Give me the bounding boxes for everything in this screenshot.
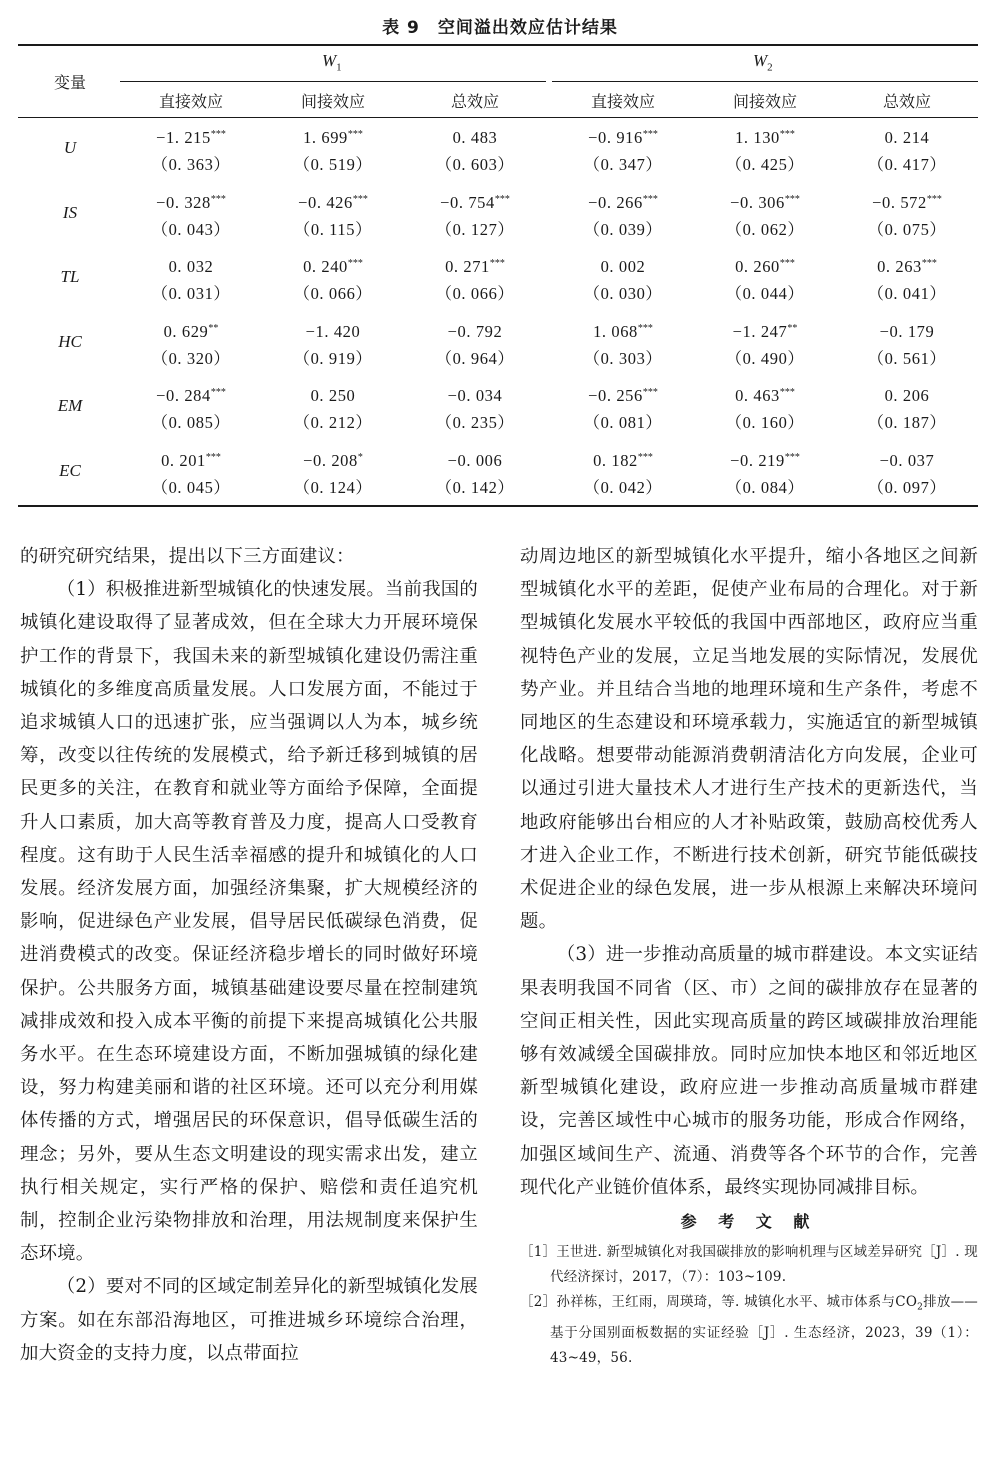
coefficient-cell [404, 193, 546, 213]
standard-error-cell: （0. 417） [867, 155, 947, 174]
left-text-column [20, 540, 478, 1370]
coefficient-cell [262, 257, 404, 277]
coefficient-value: 0. 182 [593, 450, 638, 470]
standard-error-cell: （0. 919） [293, 348, 373, 368]
significance-stars: ** [787, 322, 798, 334]
standard-error-cell: （0. 062） [725, 219, 805, 239]
significance-stars: *** [489, 258, 505, 269]
coefficient-value: −1. 247 [732, 321, 788, 341]
standard-error-cell: （0. 212） [293, 413, 373, 432]
coefficient-cell [836, 193, 978, 213]
standard-error-cell: （0. 043） [151, 219, 231, 239]
paragraph: 动周边地区的新型城镇化水平提升，缩小各地区之间新型城镇化水平的差距，促使产业布局的合理化。对于新型城镇化发展水平较低的我国中西部地区，政府应当重视特色产业的发展，立足当地发展的实际情况，发展优势产业。并且结合当地的地理环境和生产条件，考虑不同地区的生态建设和环境承载力，实施适宜的新型城镇化战略。想要带动能源消费朝清洁化方向发展，企业可以通过引进大量技术人才进行生产技术的更新迭代，当地政府能够出台相应的人才补贴政策，鼓励高校优秀人才进入企业工作，不断进行技术创新，研究节能低碳技术促进企业的绿色发展，进一步从根源上来解决环境问题。 [520, 546, 978, 933]
coefficient-cell [404, 128, 546, 148]
group-label-w1: $W_1$ [322, 51, 342, 74]
coefficient-cell [552, 451, 694, 471]
coefficient-value: 0. 463 [735, 386, 780, 405]
standard-error-cell: （0. 045） [151, 477, 231, 497]
standard-error-cell: （0. 519） [293, 155, 373, 174]
group-label-w2: $W_2$ [753, 51, 773, 74]
significance-stars: *** [779, 258, 795, 269]
coefficient-value: 0. 629 [163, 321, 209, 341]
coefficient-value: 1. 130 [735, 128, 780, 147]
standard-error-cell: （0. 303） [583, 348, 663, 368]
significance-stars: *** [637, 322, 653, 334]
reference-item: ［2］孙祥栋，王红雨，周瑛琦，等. 城镇化水平、城市体系与$CO_2$排放——基于分国别面板数据的实证经验［J］. 生态经济，2023，39（1）：43~49，56. [520, 1294, 978, 1366]
standard-error-cell: （0. 160） [725, 413, 805, 432]
table-bottom-rule [18, 505, 978, 507]
coefficient-value: −0. 034 [447, 386, 503, 405]
column-header: 总效应 [450, 92, 499, 111]
coefficient-cell [404, 322, 546, 342]
significance-stars: *** [210, 387, 226, 398]
references-title: 参 考 文 献 [680, 1212, 818, 1232]
coefficient-value: −0. 306 [730, 192, 785, 212]
coefficient-value: 1. 068 [593, 321, 638, 341]
standard-error-cell: （0. 115） [293, 219, 373, 239]
coefficient-value: 0. 201 [161, 450, 206, 470]
coefficient-value: 0. 214 [884, 128, 930, 147]
coefficient-value: 0. 250 [310, 386, 356, 405]
significance-stars: *** [642, 193, 658, 205]
coefficient-value: −0. 256 [588, 386, 643, 405]
coefficient-value: −1. 215 [156, 128, 211, 147]
standard-error-cell: （0. 561） [867, 348, 947, 368]
coefficient-cell [694, 322, 836, 342]
significance-stars: *** [205, 451, 221, 463]
standard-error-cell: （0. 235） [435, 413, 515, 432]
column-header: 间接效应 [732, 92, 797, 111]
coefficient-cell [694, 128, 836, 148]
standard-error-cell: （0. 097） [867, 477, 947, 497]
column-header: 直接效应 [590, 92, 655, 111]
coefficient-cell [120, 386, 262, 406]
standard-error-cell: （0. 041） [867, 284, 947, 303]
coefficient-value: 1. 699 [303, 128, 348, 147]
coefficient-value: −0. 006 [447, 450, 503, 470]
standard-error-cell: （0. 490） [725, 348, 805, 368]
standard-error-cell: （0. 031） [151, 284, 231, 303]
coefficient-value: −0. 916 [588, 128, 643, 147]
coefficient-cell [262, 386, 404, 406]
standard-error-cell: （0. 066） [293, 284, 373, 303]
coefficient-cell [552, 257, 694, 277]
paragraph: （1）积极推进新型城镇化的快速发展。当前我国的城镇化建设取得了显著成效，但在全球大力开展环境保护工作的背景下，我国未来的新型城镇化建设仍需注重城镇化的多维度高质量发展。人口发展方面，不能过于追求城镇人口的迅速扩张，应当强调以人为本，城乡统筹，改变以往传统的发展模式，给予新迁移到城镇的居民更多的关注，在教育和就业等方面给予保障，全面提升人口素质，加大高等教育普及力度，提高人口受教育程度。这有助于人民生活幸福感的提升和城镇化的人口发展。经济发展方面，加强经济集聚，扩大规模经济的影响，促进绿色产业发展，倡导居民低碳绿色消费，促进消费模式的改变。保证经济稳步增长的同时做好环境保护。公共服务方面，城镇基础建设要尽量在控制建筑减排成效和投入成本平衡的前提下来提高城镇化公共服务水平。在生态环境建设方面，不断加强城镇的绿化建设，努力构建美丽和谐的社区环境。还可以充分利用媒体传播的方式，增强居民的环保意识，倡导低碳生活的理念；另外，要从生态文明建设的现实需求出发，建立执行相关规定，实行严格的保护、赔偿和责任追究机制，控制企业污染物排放和治理，用法规制度来保护生态环境。 [20, 579, 478, 1265]
coefficient-cell [120, 322, 262, 342]
coefficient-value: 0. 002 [600, 257, 646, 276]
significance-stars: *** [642, 129, 658, 140]
variable-header: 变量 [53, 73, 86, 92]
standard-error-cell: （0. 964） [435, 348, 515, 368]
coefficient-value: −0. 572 [872, 192, 927, 212]
significance-stars: *** [210, 129, 226, 140]
row-variable: EM [57, 396, 83, 415]
coefficient-cell [262, 193, 404, 213]
paragraph: （3）进一步推动高质量的城市群建设。本文实证结果表明我国不同省（区、市）之间的碳排放存在显著的空间正相关性，因此实现高质量的跨区域碳排放治理能够有效减缓全国碳排放。同时应加快本地区和邻近地区新型城镇化建设，政府应进一步推动高质量城市群建设，完善区域性中心城市的服务功能，形成合作网络，加强区域间生产、流通、消费等各个环节的合作，完善现代化产业链价值体系，最终实现协同减排目标。 [520, 944, 978, 1198]
coefficient-cell [552, 128, 694, 148]
standard-error-cell: （0. 081） [583, 413, 663, 432]
coefficient-value: −0. 266 [588, 192, 643, 212]
coefficient-value: 0. 263 [877, 257, 922, 276]
coefficient-cell [404, 451, 546, 471]
coefficient-cell [552, 322, 694, 342]
standard-error-cell: （0. 127） [435, 219, 515, 239]
coefficient-value: 0. 260 [735, 257, 780, 276]
standard-error-cell: （0. 603） [435, 155, 515, 174]
significance-stars: *** [779, 387, 795, 398]
significance-stars: *** [779, 129, 795, 140]
significance-stars: *** [637, 451, 653, 463]
coefficient-cell [694, 193, 836, 213]
coefficient-value: 0. 032 [168, 257, 214, 276]
paragraph: 的研究研究结果，提出以下三方面建议： [20, 546, 355, 567]
significance-stars: * [357, 451, 363, 463]
row-variable: HC [58, 331, 82, 351]
coefficient-cell [694, 386, 836, 406]
coefficient-cell [552, 386, 694, 406]
coefficient-value: −0. 179 [879, 321, 935, 341]
reference-item: ［1］王世进. 新型城镇化对我国碳排放的影响机理与区域差异研究［J］. 现代经济探讨，2017，（7）：103~109. [520, 1244, 978, 1286]
coefficient-value: −0. 219 [730, 450, 785, 470]
standard-error-cell: （0. 075） [867, 219, 947, 239]
coefficient-value: −0. 284 [156, 386, 211, 405]
standard-error-cell: （0. 187） [867, 413, 947, 432]
coefficient-value: −0. 426 [298, 192, 353, 212]
row-variable: TL [60, 267, 80, 286]
row-variable: EC [59, 460, 81, 480]
standard-error-cell: （0. 124） [293, 477, 373, 497]
standard-error-cell: （0. 039） [583, 219, 663, 239]
coefficient-value: −0. 328 [156, 192, 211, 212]
coefficient-cell [694, 257, 836, 277]
coefficient-cell [262, 128, 404, 148]
coefficient-cell [120, 128, 262, 148]
column-header: 直接效应 [158, 92, 223, 111]
standard-error-cell: （0. 030） [583, 284, 663, 303]
standard-error-cell: （0. 142） [435, 477, 515, 497]
column-header: 总效应 [882, 92, 931, 111]
coefficient-value: 0. 240 [303, 257, 348, 276]
group-rule-w1 [120, 81, 546, 82]
significance-stars: *** [926, 193, 942, 205]
row-variable: U [63, 138, 77, 157]
coefficient-cell [404, 386, 546, 406]
row-variable: IS [62, 202, 78, 222]
coefficient-cell [262, 322, 404, 342]
coefficient-cell [694, 451, 836, 471]
coefficient-cell [404, 257, 546, 277]
coefficient-cell [552, 193, 694, 213]
standard-error-cell: （0. 320） [151, 348, 231, 368]
standard-error-cell: （0. 347） [583, 155, 663, 174]
coefficient-value: −0. 792 [447, 321, 503, 341]
significance-stars: *** [210, 193, 226, 205]
paragraph: （2）要对不同的区域定制差异化的新型城镇化发展方案。如在东部沿海地区，可推进城乡环境综合治理，加大资金的支持力度，以点带面拉 [20, 1276, 478, 1364]
coefficient-cell [836, 257, 978, 277]
standard-error-cell: （0. 363） [151, 155, 231, 174]
significance-stars: *** [784, 193, 800, 205]
coefficient-value: 0. 483 [452, 128, 498, 147]
coefficient-value: 0. 271 [445, 257, 490, 276]
significance-stars: *** [784, 451, 800, 463]
coefficient-value: 0. 206 [884, 386, 930, 405]
coefficient-cell [120, 193, 262, 213]
column-header: 间接效应 [300, 92, 365, 111]
significance-stars: *** [642, 387, 658, 398]
table-title: 表 9 空间溢出效应估计结果 [382, 18, 618, 38]
coefficient-value: −0. 208 [303, 450, 358, 470]
table-top-rule [18, 44, 978, 46]
significance-stars: *** [494, 193, 510, 205]
group-rule-w2 [552, 81, 978, 82]
header-bottom-rule [18, 117, 978, 118]
coefficient-cell [836, 322, 978, 342]
coefficient-cell [120, 257, 262, 277]
standard-error-cell: （0. 084） [725, 477, 805, 497]
standard-error-cell: （0. 425） [725, 155, 805, 174]
standard-error-cell: （0. 042） [583, 477, 663, 497]
coefficient-cell [836, 386, 978, 406]
significance-stars: *** [921, 258, 937, 269]
coefficient-value: −1. 420 [305, 321, 361, 341]
significance-stars: ** [208, 322, 219, 334]
coefficient-value: −0. 037 [879, 450, 935, 470]
standard-error-cell: （0. 066） [435, 284, 515, 303]
standard-error-cell: （0. 044） [725, 284, 805, 303]
right-text-column [520, 540, 978, 1371]
significance-stars: *** [352, 193, 368, 205]
coefficient-cell [836, 128, 978, 148]
coefficient-cell [836, 451, 978, 471]
coefficient-cell [262, 451, 404, 471]
significance-stars: *** [347, 129, 363, 140]
coefficient-cell [120, 451, 262, 471]
standard-error-cell: （0. 085） [151, 413, 231, 432]
coefficient-value: −0. 754 [440, 192, 495, 212]
significance-stars: *** [347, 258, 363, 269]
